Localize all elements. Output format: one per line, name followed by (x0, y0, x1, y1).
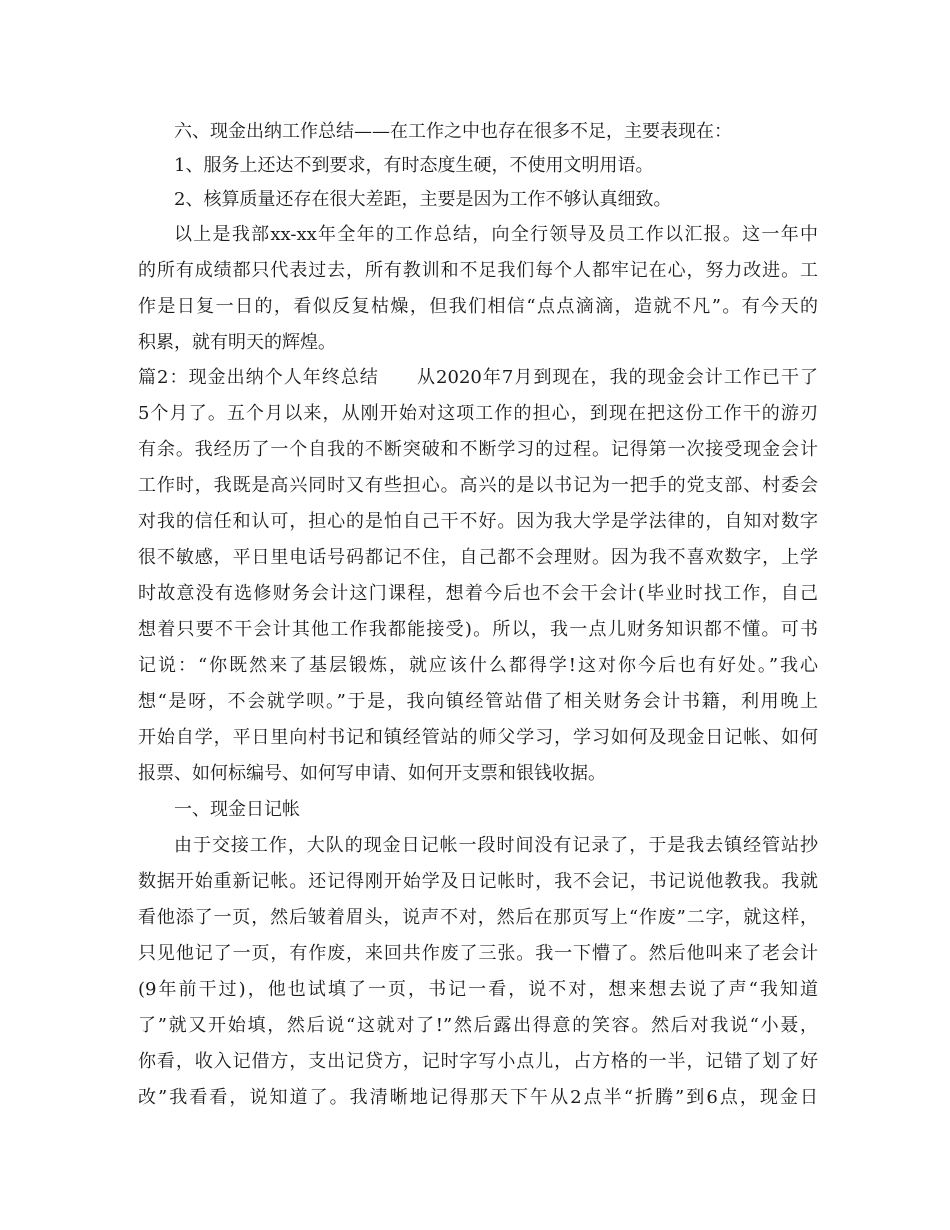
text-line: 由于交接工作，大队的现金日记帐一段时间没有记录了，于是我去镇经管站抄 (174, 835, 818, 856)
text-line: 想“是呀，不会就学呗。”于是，我向镇经管站借了相关财务会计书籍，利用晚上 (138, 691, 818, 712)
text-line: 1、服务上还达不到要求，有时态度生硬，不使用文明用语。 (174, 155, 654, 176)
text-line: 的所有成绩都只代表过去，所有教训和不足我们每个人都牢记在心，努力改进。工 (138, 260, 818, 281)
text-line: 你看，收入记借方，支出记贷方，记时字写小点儿，占方格的一半，记错了划了好 (138, 1051, 818, 1072)
text-line: 开始自学，平日里向村书记和镇经管站的师父学习，学习如何及现金日记帐、如何 (138, 727, 818, 748)
text-line: 很不敏感，平日里电话号码都记不住，自己都不会理财。因为我不喜欢数字，上学 (138, 547, 818, 568)
text-line: 积累，就有明天的辉煌。 (138, 332, 336, 353)
text-line: 作是日复一日的，看似反复枯燥，但我们相信“点点滴滴，造就不凡”。有今天的 (138, 296, 818, 317)
text-line: 以上是我部xx-xx年全年的工作总结，向全行领导及员工作以汇报。这一年中 (174, 224, 818, 245)
text-line: 报票、如何标编号、如何写申请、如何开支票和银钱收据。 (138, 763, 606, 784)
text-line: 对我的信任和认可，担心的是怕自己干不好。因为我大学是学法律的，自知对数字 (138, 511, 818, 532)
text-line: 2、核算质量还存在很大差距，主要是因为工作不够认真细致。 (174, 189, 672, 210)
text-line: 改”我看看，说知道了。我清晰地记得那天下午从2点半“折腾”到6点，现金日 (138, 1087, 818, 1108)
text-line: 有余。我经历了一个自我的不断突破和不断学习的过程。记得第一次接受现金会计 (138, 439, 818, 460)
text-line: 想着只要不干会计其他工作我都能接受)。所以，我一点儿财务知识都不懂。可书 (138, 619, 818, 640)
text-line: 了”就又开始填，然后说“这就对了!”然后露出得意的笑容。然后对我说“小聂， (138, 1015, 818, 1036)
text-line: 时故意没有选修财务会计这门课程，想着今后也不会干会计(毕业时找工作，自己 (138, 583, 818, 604)
text-line: 只见他记了一页，有作废，来回共作废了三张。我一下懵了。然后他叫来了老会计 (138, 943, 818, 964)
text-line: 记说：“你既然来了基层锻炼，就应该什么都得学!这对你今后也有好处。”我心 (138, 655, 818, 676)
text-line: 看他添了一页，然后皱着眉头，说声不对，然后在那页写上“作废”二字，就这样， (138, 907, 818, 928)
text-line: 六、现金出纳工作总结——在工作之中也存在很多不足，主要表现在： (174, 121, 732, 142)
text-line: 5个月了。五个月以来，从刚开始对这项工作的担心，到现在把这份工作干的游刃 (138, 403, 818, 424)
section-heading-line: 篇2：现金出纳个人年终总结 从2020年7月到现在，我的现金会计工作已干了 (138, 367, 818, 388)
text-line: 工作时，我既是高兴同时又有些担心。高兴的是以书记为一把手的党支部、村委会 (138, 475, 818, 496)
text-line: 数据开始重新记帐。还记得刚开始学及日记帐时，我不会记，书记说他教我。我就 (138, 871, 818, 892)
subsection-heading: 一、现金日记帐 (174, 799, 300, 820)
text-line: (9年前干过)，他也试填了一页，书记一看，说不对，想来想去说了声“我知道 (138, 979, 818, 1000)
